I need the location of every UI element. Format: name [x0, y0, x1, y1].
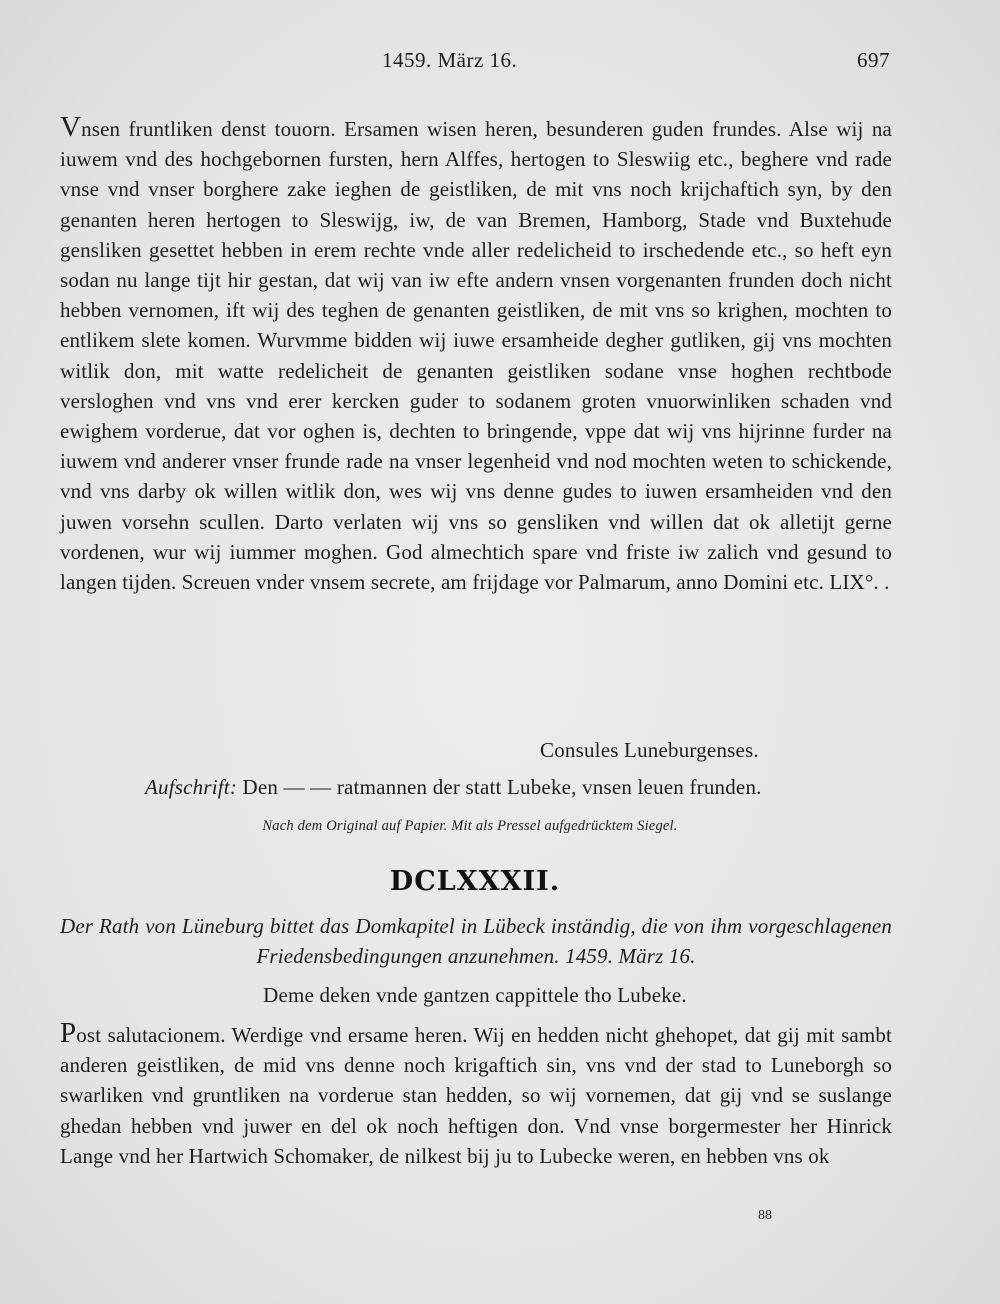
address-line: [145, 775, 890, 800]
letter-body-2: [60, 1019, 892, 1171]
document-summary: Der Rath von Lüneburg bittet das Domkapitel in Lübeck inständig, die von ihm vorgeschlagenen Friedensbedingungen anzunehmen. 1459. März 16.: [60, 914, 892, 968]
letter-text: nsen fruntliken denst touorn. Ersamen wisen heren, besunderen guden frundes. Alse wij na iuwem vnd des hochgebornen fursten, hern Alffes, hertogen to Sleswiig etc., beghere vnd rade vnse vnd vnser borghere zake ieghen de geistliken, de mit vns noch krijchaftich syn, by den genanten heren hertogen to Sleswijg, iw, de van Bremen, Hamborg, Stade vnd Buxtehude gensliken gesettet hebben in erem rechte vnde aller redelicheid to irschedende etc., so heft eyn sodan nu lange tijt hir gestan, dat wij van iw efte andern vnsen vorgenanten frunden doch nicht hebben vernomen, ift wij des teghen de genanten geistliken, de mit vns so krighen, mochten to entlikem slete komen. Wurvmme bidden wij iuwe ersamheide degher gutliken, gij vns mochten witlik don, mit watte redelicheit de genanten geistliken sodane vnse hoghen rechtbode versloghen vnd vns vnd erer kercken guder to sodanem groten vnuorwinliken schaden vnd ewighem vorderue, dat vor oghen is, dechten to bringende, vppe dat wij vns hijrinne furder na iuwem vnd anderer vnser frunde rade na vnser legenheid vnd nod mochten weten to schickende, vnd vns darby ok willen witlik don, wes wij vns denne gudes to iuwen ersamheiden vnd den juwen vorsehn scullen. Darto verlaten wij vns so gensliken vnd willen dat ok alletijt gerne vordenen, wur wij iummer moghen. God almechtich spare vnd friste iw zalich vnd gesund to langen tijden. Screuen vnder vnsem secrete, am frijdage vor Palmarum, anno Domini etc. LIX°. .: [60, 117, 892, 595]
address-text: Den — — ratmannen der statt Lubeke, vnsen leuen frunden.: [242, 775, 762, 799]
page-number: 697: [857, 48, 890, 72]
document-number: DCLXXXII.: [389, 866, 561, 897]
header-date: 1459. März 16.: [382, 48, 518, 72]
signature: Consules Luneburgenses.: [540, 738, 759, 762]
signature-mark: 88: [758, 1208, 772, 1223]
running-header: [60, 44, 890, 78]
letter-text: ost salutacionem. Werdige vnd ersame heren. Wij en hedden nicht ghehopet, dat gij mit sambt anderen geistliken, de mid vns denne noch krigaftich sin, vns vnd der stad to Luneborgh so swarliken vnd gruntliken na vorderue stan hedden, so wij vornemen, dat gij vnd se suslange ghedan hebben vnd juwer en del ok noch heftigen don. Vnd vnse borgermester her Hinrick Lange vnd her Hartwich Schomaker, de nilkest bij ju to Lubecke weren, en hebben vns ok: [60, 1023, 892, 1168]
letter-body-1: [60, 113, 892, 597]
address-label: Aufschrift:: [145, 775, 238, 799]
source-note: Nach dem Original auf Papier. Mit als Pressel aufgedrücktem Siegel.: [262, 818, 678, 834]
initial-letter: P: [60, 1017, 77, 1049]
addressee: Deme deken vnde gantzen cappittele tho Lubeke.: [263, 983, 687, 1007]
initial-letter: V: [60, 111, 82, 143]
